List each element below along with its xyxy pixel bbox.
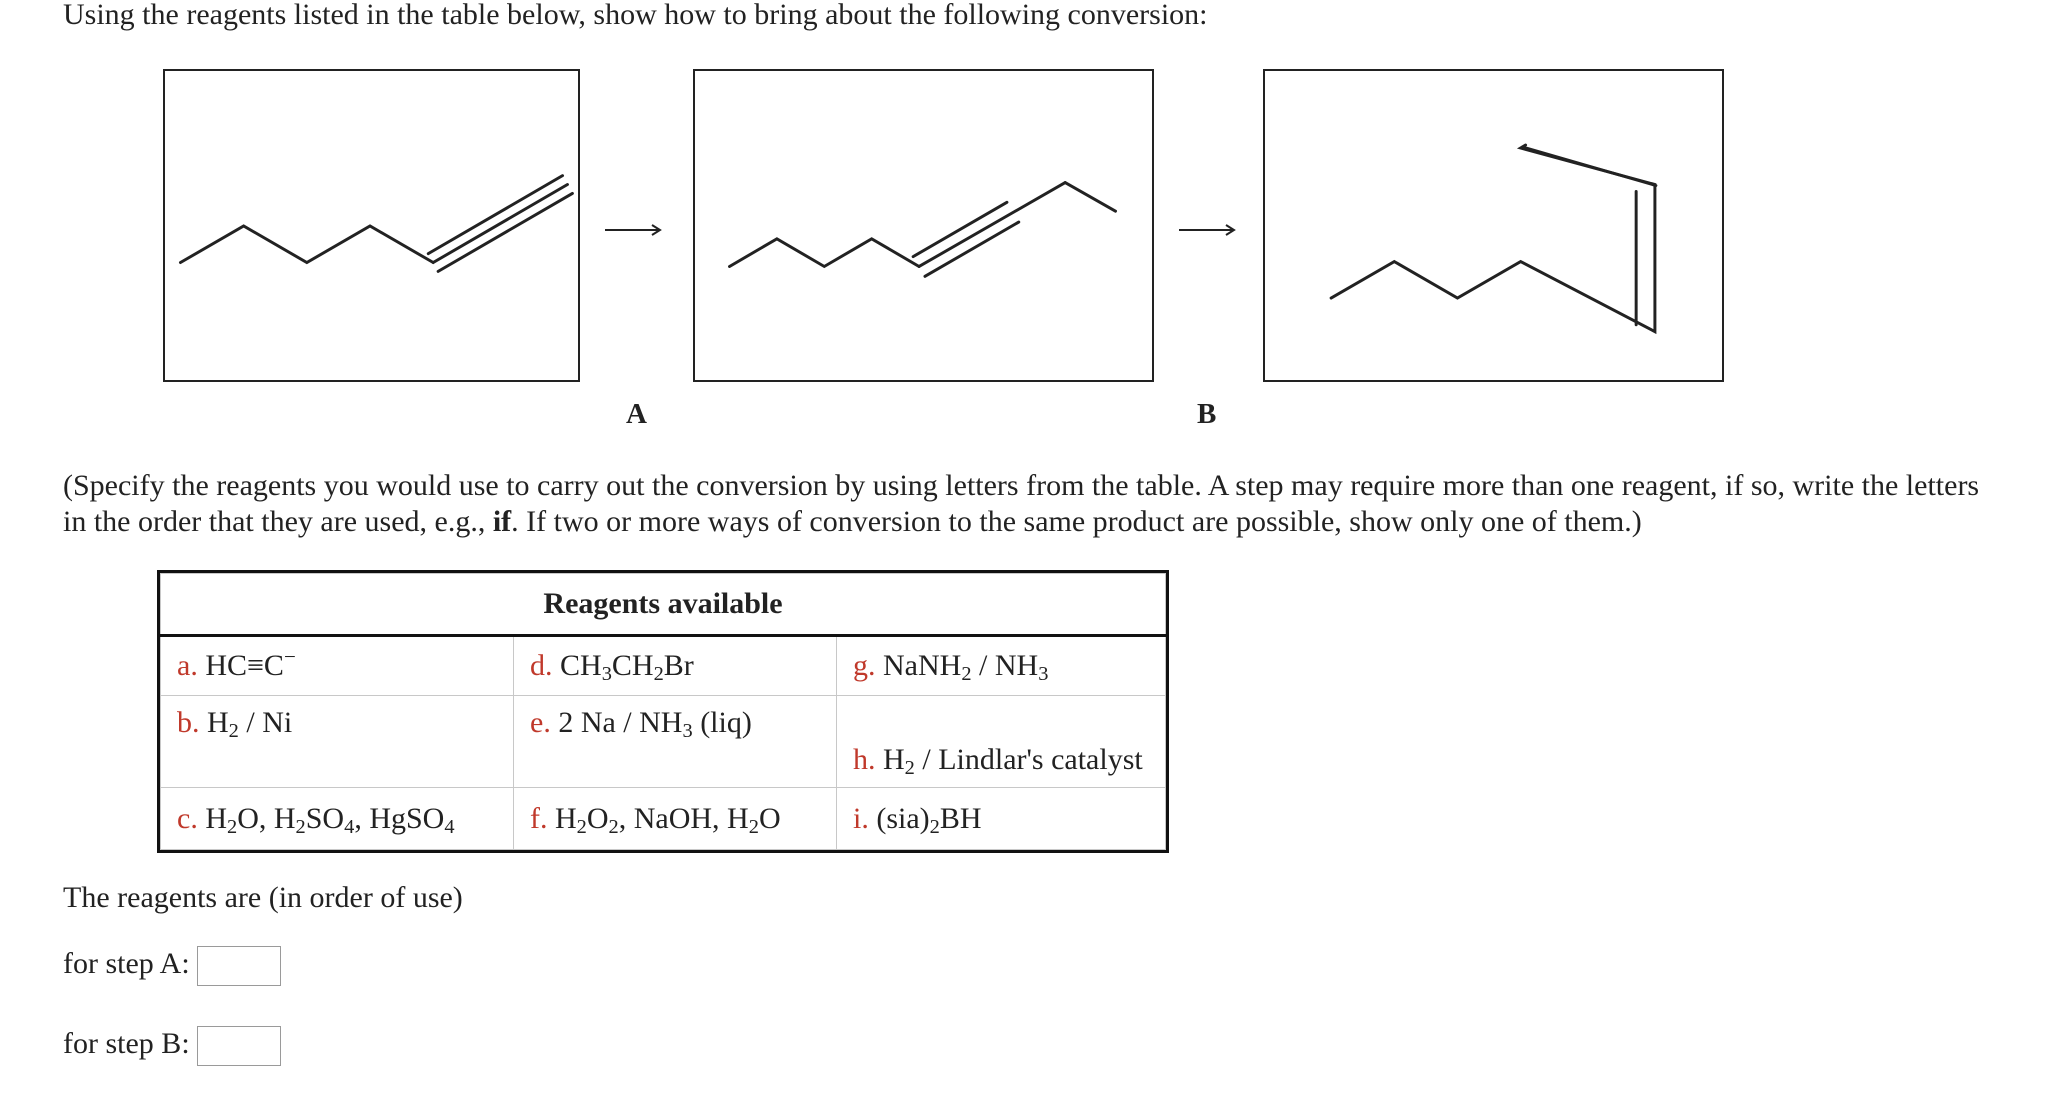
reaction-arrow-b (1177, 222, 1237, 238)
internal-alkyne-drawing (695, 71, 1152, 380)
reagent-g: g. NaNH$_2$ / $NH_3$ (837, 636, 1166, 696)
step-a-label: A (626, 398, 647, 430)
instructions-text (63, 468, 1983, 540)
reagent-letter: i. (853, 801, 869, 835)
reagent-letter: d. (530, 649, 553, 682)
reaction-arrow-a (603, 222, 663, 238)
reagent-letter: a. (177, 649, 198, 682)
intro-text: Using the reagents listed in the table below, show how to bring about the following conversion: (63, 0, 1208, 31)
step-a-row (63, 946, 281, 986)
step-a-input[interactable] (197, 946, 281, 986)
reagent-c: c. $H_2O$, $H_2SO_4$, HgSO$_4$ (161, 788, 514, 850)
terminal-alkyne-drawing (165, 71, 578, 380)
step-b-row (63, 1026, 281, 1066)
instructions-example: if (492, 505, 512, 538)
reagent-letter: g. (853, 649, 876, 682)
intermediate-structure (693, 69, 1154, 382)
reactant-structure (163, 69, 580, 382)
reagents-table (157, 570, 1169, 853)
reagent-i: i. $(sia)_2BH$ (837, 788, 1166, 850)
reagent-d: d. $CH_3CH_2Br$ (514, 636, 837, 696)
reagent-letter: h. (853, 743, 876, 776)
reagent-letter: f. (530, 801, 548, 835)
product-structure (1263, 69, 1724, 382)
reagent-b: b. $H_2$ / Ni (161, 696, 514, 788)
table-header: Reagents available (161, 574, 1166, 636)
answer-prompt: The reagents are (in order of use) (63, 881, 463, 914)
reagent-a: a. HC≡C− (161, 636, 514, 696)
reagent-h: h. $H_2$ / Lindlar's catalyst (837, 696, 1166, 788)
step-a-answer-label: for step A: (63, 947, 190, 980)
cis-alkene-drawing (1265, 71, 1722, 380)
instructions-part-1: (Specify the reagents you would use to carry out the conversion by using letters from the table. A step may require more than one reagent, if so, write the letters in the order that they are used, e.g., (63, 469, 1980, 538)
reagent-letter: c. (177, 801, 198, 835)
step-b-answer-label: for step B: (63, 1027, 190, 1060)
reagent-e: e. 2 Na / $NH_3$ (liq) (514, 696, 837, 788)
reagent-f: f. $H_2O_2$, NaOH, $H_2O$ (514, 788, 837, 850)
step-b-input[interactable] (197, 1026, 281, 1066)
reagent-letter: b. (177, 706, 200, 739)
instructions-part-2: . If two or more ways of conversion to the same product are possible, show only one of them.) (511, 505, 1642, 538)
step-b-label: B (1197, 398, 1217, 430)
reagent-letter: e. (530, 706, 551, 739)
